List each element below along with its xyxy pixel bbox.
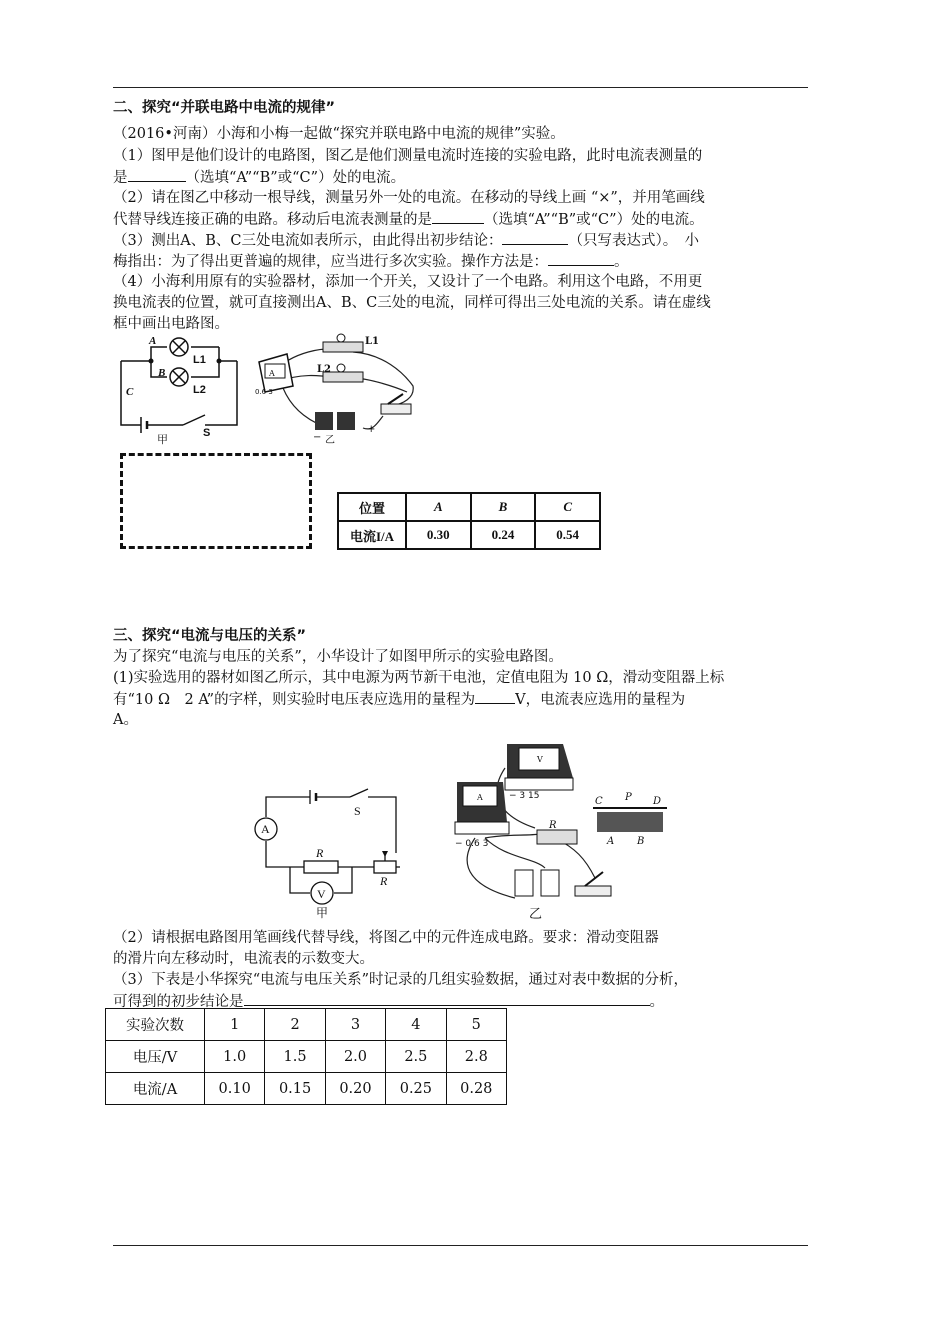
s3-q1-line1: (1)实验选用的器材如图乙所示，其中电源为两节新干电池，定值电阻为 10 Ω，滑动变阻器上标 — [113, 670, 725, 686]
top-rule — [113, 87, 808, 88]
section2-intro: （2016•河南）小海和小梅一起做“探究并联电路中电流的规律”实验。 — [113, 126, 565, 142]
circuit-diagram-jia-2 — [250, 785, 405, 920]
scale-label: 0.6 3 — [255, 388, 273, 396]
s3-q1-line3: A。 — [113, 712, 138, 728]
figure-caption-jia-2: 甲 — [316, 906, 329, 920]
voltmeter-label: V — [317, 887, 326, 901]
apparatus-figure-yi — [253, 332, 423, 444]
ammeter-label: A — [261, 822, 270, 836]
svg-text:A: A — [269, 369, 275, 378]
answer-blank[interactable] — [432, 209, 484, 224]
section2-title: 二、探究“并联电路中电流的规律” — [113, 100, 336, 116]
label-c: C — [126, 386, 134, 398]
figure-caption-yi-2: 乙 — [529, 907, 543, 920]
s2-q4-line3: 框中画出电路图。 — [113, 316, 229, 332]
answer-blank[interactable] — [244, 991, 650, 1006]
label-l1: L1 — [193, 354, 206, 366]
svg-text:P: P — [625, 792, 632, 803]
s2-q2-line2: 代替导线连接正确的电路。移动后电流表测量的是 （选填“A”“B”或“C”）处的电流。 — [113, 209, 808, 231]
switch-icon — [381, 404, 411, 414]
s2-q3-line2: 梅指出：为了得出更普遍的规律，应当进行多次实验。操作方法是： 。 — [113, 251, 808, 273]
answer-blank[interactable] — [548, 251, 614, 266]
s2-q4-line1: （4）小海利用原有的实验器材，添加一个开关，又设计了一个电路。利用这个电路，不用更 — [113, 274, 703, 290]
svg-text:D: D — [653, 796, 662, 807]
svg-text:R: R — [316, 846, 324, 860]
svg-text:A: A — [477, 793, 483, 802]
answer-blank[interactable] — [475, 689, 515, 704]
circuit-diagram-jia — [113, 333, 248, 445]
answer-drawing-box[interactable] — [120, 453, 312, 549]
rheostat-icon — [597, 812, 663, 832]
s3-q2-line1: （2）请根据电路图用笔画线代替导线，将图乙中的元件连成电路。要求：滑动变阻器 — [113, 930, 659, 946]
svg-text:L2: L2 — [317, 364, 331, 375]
voltage-current-table: 实验次数 1 2 3 4 5 电压/V 1.0 1.5 2.0 2.5 2.8 电流/A 0.10 0.15 0.20 0.25 0.28 — [105, 1008, 507, 1105]
label-b: B — [158, 367, 166, 379]
battery-icon — [315, 412, 333, 430]
bottom-rule — [113, 1245, 808, 1246]
s2-q4-line2: 换电流表的位置，就可直接测出A、B、C三处的电流，同样可得出三处电流的关系。请在虚线 — [113, 295, 711, 311]
label-a: A — [149, 335, 157, 347]
svg-text:A: A — [607, 836, 615, 847]
svg-text:B: B — [637, 836, 645, 847]
svg-text:R: R — [549, 820, 557, 831]
s2-q3-line1: （3）测出A、B、C三处电流如表所示，由此得出初步结论： （只写表达式）。 小 — [113, 230, 808, 252]
s3-q2-line2: 的滑片向左移动时，电流表的示数变大。 — [113, 951, 374, 967]
s3-q1-line2: 有“10 Ω 2 A”的字样，则实验时电压表应选用的量程为 V，电流表应选用的量程为 — [113, 689, 808, 711]
battery-icon — [541, 870, 559, 896]
svg-text:+: + — [367, 424, 376, 435]
svg-text:− 0.6 3: − 0.6 3 — [455, 839, 489, 849]
label-l2: L2 — [193, 384, 206, 396]
switch-icon — [575, 886, 611, 896]
answer-blank[interactable] — [502, 230, 568, 245]
s3-q3-line2: 可得到的初步结论是 。 — [113, 991, 808, 1013]
figure-caption-yi: 乙 — [325, 435, 335, 444]
lamp-l1-icon — [323, 342, 363, 352]
resistor-icon — [537, 830, 577, 844]
svg-text:L1: L1 — [365, 336, 379, 347]
answer-blank[interactable] — [128, 167, 186, 182]
svg-text:− 3 15: − 3 15 — [509, 791, 540, 801]
label-s: S — [203, 427, 211, 439]
svg-text:V: V — [537, 755, 543, 764]
s2-q1-line1: （1）图甲是他们设计的电路图，图乙是他们测量电流时连接的实验电路，此时电流表测量的 — [113, 148, 703, 164]
battery-icon — [337, 412, 355, 430]
apparatus-figure-yi-2 — [445, 738, 670, 920]
figure-caption-jia: 甲 — [157, 433, 168, 445]
s2-q1-line2: 是 （选填“A”“B”或“C”）处的电流。 — [113, 167, 808, 189]
svg-text:S: S — [354, 804, 361, 818]
s2-q2-line1: （2）请在图乙中移动一根导线，测量另外一处的电流。在移动的导线上画 “×”，并用笔画线 — [113, 190, 705, 206]
battery-icon — [515, 870, 533, 896]
svg-text:C: C — [595, 796, 603, 807]
svg-text:−: − — [313, 432, 322, 443]
section3-title: 三、探究“电流与电压的关系” — [113, 628, 307, 644]
s3-q3-line1: （3）下表是小华探究“电流与电压关系”时记录的几组实验数据，通过对表中数据的分析， — [113, 972, 689, 988]
svg-text:R: R — [380, 874, 388, 888]
section3-intro: 为了探究“电流与电压的关系”，小华设计了如图甲所示的实验电路图。 — [113, 649, 563, 665]
current-table: 位置 A B C 电流I/A 0.30 0.24 0.54 — [337, 492, 601, 550]
